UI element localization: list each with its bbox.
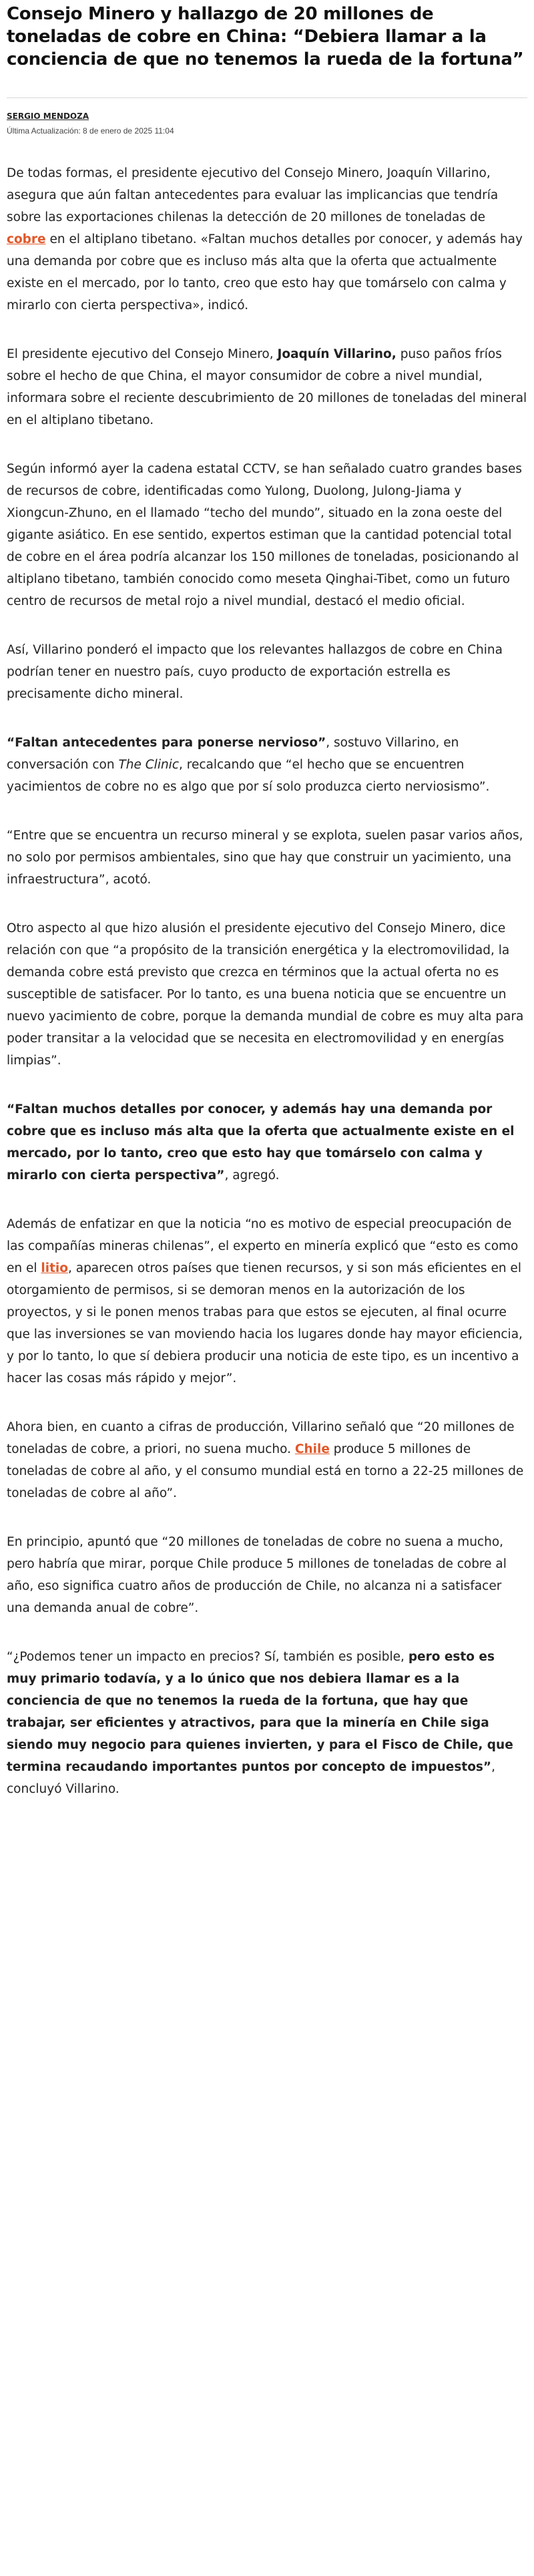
article-body — [7, 162, 527, 1800]
link-chile[interactable]: Chile — [294, 1442, 330, 1456]
paragraph-2: El presidente ejecutivo del Consejo Minero, Joaquín Villarino, puso paños fríos sobre el hecho de que China, el mayor consumidor de cobre a nivel mundial, informara sobre el reciente descubrimiento de 20 millones de toneladas del mineral en el altiplano tibetano. — [7, 347, 527, 427]
paragraph-12: “¿Podemos tener un impacto en precios? Sí, también es posible, pero esto es muy primario todavía, y a lo único que nos debiera llamar es a la conciencia de que no tenemos la rueda de la fortuna, que hay que trabajar, ser eficientes y atractivos, para que la minería en Chile siga siendo muy negocio para quienes invierten, y para el Fisco de Chile, que termina recaudando importantes puntos por concepto de impuestos”, concluyó Villarino. — [7, 1650, 513, 1796]
updated-timestamp: Última Actualización: 8 de enero de 2025 11:04 — [7, 126, 174, 136]
link-litio[interactable]: litio — [41, 1261, 68, 1275]
paragraph-10: Ahora bien, en cuanto a cifras de producción, Villarino señaló que “20 millones de toneladas de cobre, a priori, no suena mucho. Chile produce 5 millones de toneladas de cobre al año, y el consumo mundial está en torno a 22-25 millones de toneladas de cobre al año”. — [7, 1420, 524, 1500]
paragraph-1: De todas formas, el presidente ejecutivo del Consejo Minero, Joaquín Villarino, asegura que aún faltan antecedentes para evaluar las implicancias que tendría sobre las exportaciones chilenas la detección de 20 millones de toneladas de cobre en el altiplano tibetano. «Faltan muchos detalles por conocer, y además hay una demanda por cobre que es incluso más alta que la oferta que actualmente existe en el mercado, por lo tanto, creo que esto hay que tomárselo con calma y mirarlo con cierta perspectiva», indicó. — [7, 166, 523, 312]
paragraph-9: Además de enfatizar en que la noticia “no es motivo de especial preocupación de las compañías mineras chilenas”, el experto en minería explicó que “esto es como en el litio, aparecen otros países que tienen recursos, y si son más eficientes en el otorgamiento de permisos, si se demoran menos en la autorización de los proyectos, y si le ponen menos trabas para que estos se ejecuten, al final ocurre que las inversiones se van moviendo hacia los lugares donde hay mayor eficiencia, y por lo tanto, lo que sí debiera producir una noticia de este tipo, es un incentivo a hacer las cosas más rápido y mejor”. — [7, 1217, 523, 1385]
headline: Consejo Minero y hallazgo de 20 millones de toneladas de cobre en China: “Debiera llamar a la conciencia de que no tenemos la rueda de la fortuna” — [7, 4, 524, 69]
paragraph-4: Así, Villarino ponderó el impacto que los relevantes hallazgos de cobre en China podrían tener en nuestro país, cuyo producto de exportación estrella es precisamente dicho mineral. — [7, 643, 503, 701]
paragraph-11: En principio, apuntó que “20 millones de toneladas de cobre no suena a mucho, pero habría que mirar, porque Chile produce 5 millones de toneladas de cobre al año, eso significa cuatro años de producción de Chile, no alcanza ni a satisfacer una demanda anual de cobre”. — [7, 1535, 507, 1615]
paragraph-3: Según informó ayer la cadena estatal CCTV, se han señalado cuatro grandes bases de recursos de cobre, identificadas como Yulong, Duolong, Julong-Jiama y Xiongcun-Zhuno, en el llamado “techo del mundo”, situado en la zona oeste del gigante asiático. En ese sentido, expertos estiman que la cantidad potencial total de cobre en el área podría alcanzar los 150 millones de toneladas, posicionando al altiplano tibetano, también conocido como meseta Qinghai-Tibet, como un futuro centro de recursos de metal rojo a nivel mundial, destacó el medio oficial. — [7, 462, 523, 608]
link-cobre[interactable]: cobre — [7, 232, 46, 246]
paragraph-7: Otro aspecto al que hizo alusión el presidente ejecutivo del Consejo Minero, dice relación con que “a propósito de la transición energética y la electromovilidad, la demanda cobre está previsto que crezca en términos que la actual oferta no es susceptible de satisfacer. Por lo tanto, es una buena noticia que se encuentre un nuevo yacimiento de cobre, porque la demanda mundial de cobre es muy alta para poder transitar a la velocidad que se necesita en electromovilidad y en energías limpias”. — [7, 921, 524, 1068]
divider — [7, 97, 527, 98]
author-link[interactable]: SERGIO MENDOZA — [7, 112, 89, 121]
paragraph-8: “Faltan muchos detalles por conocer, y además hay una demanda por cobre que es incluso más alta que la oferta que actualmente existe en el mercado, por lo tanto, creo que esto hay que tomárselo con calma y mirarlo con cierta perspectiva”, agregó. — [7, 1102, 515, 1183]
byline — [7, 110, 527, 136]
paragraph-6: “Entre que se encuentra un recurso mineral y se explota, suelen pasar varios años, no solo por permisos ambientales, sino que hay que construir un yacimiento, una infraestructura”, acotó. — [7, 829, 523, 887]
paragraph-5: “Faltan antecedentes para ponerse nervioso”, sostuvo Villarino, en conversación con The Clinic, recalcando que “el hecho que se encuentren yacimientos de cobre no es algo que por sí solo produzca cierto nerviosismo”. — [7, 736, 490, 794]
